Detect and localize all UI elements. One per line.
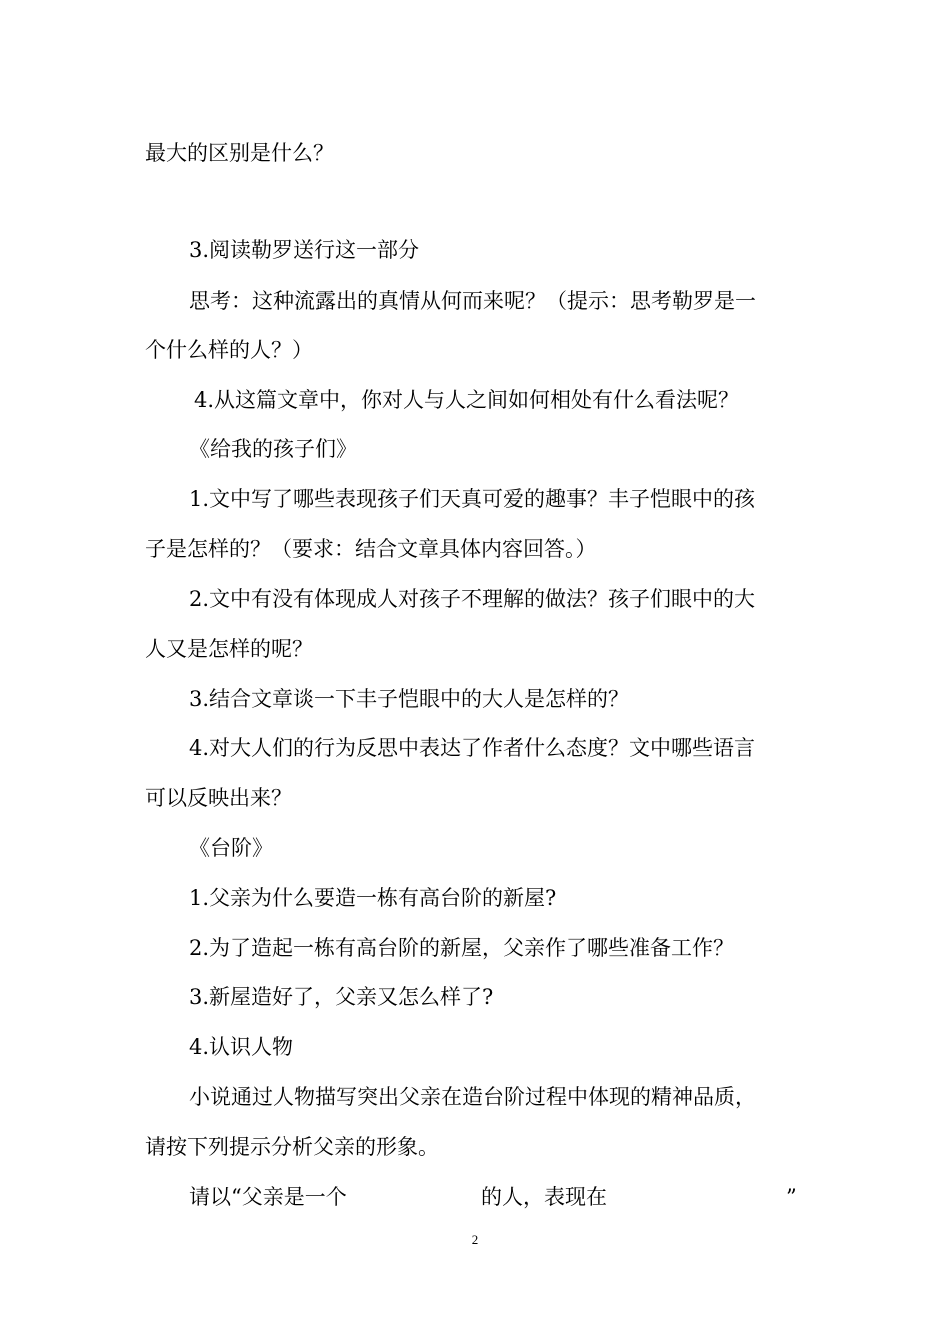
text-line: 可以反映出来？ xyxy=(145,786,292,810)
question-line: 4.认识人物 xyxy=(189,1035,294,1059)
question-line: 3.结合文章谈一下丰子恺眼中的大人是怎样的？ xyxy=(189,687,630,711)
question-line: 4.对大人们的行为反思中表达了作者什么态度？文中哪些语言 xyxy=(189,736,756,760)
text-line: 人又是怎样的呢？ xyxy=(145,637,313,661)
question-line: 4.从这篇文章中，你对人与人之间如何相处有什么看法呢？ xyxy=(194,388,740,412)
text-line: 思考：这种流露出的真情从何而来呢？（提示：思考勒罗是一 xyxy=(189,289,756,313)
text-line: 子是怎样的？（要求：结合文章具体内容回答。） xyxy=(145,537,597,561)
text-line: 最大的区别是什么？ xyxy=(145,141,334,165)
question-line: 1.文中写了哪些表现孩子们天真可爱的趣事？丰子恺眼中的孩 xyxy=(189,487,756,511)
text-line: 个什么样的人？） xyxy=(145,338,313,362)
text-line: 小说通过人物描写突出父亲在造台阶过程中体现的精神品质， xyxy=(189,1085,756,1109)
fill-in-text-part3: ” xyxy=(786,1185,797,1209)
question-line: 3.新屋造好了，父亲又怎么样了? xyxy=(189,985,494,1009)
text-line: 请按下列提示分析父亲的形象。 xyxy=(145,1135,439,1159)
section-title: 《台阶》 xyxy=(189,836,273,860)
fill-in-text-part2: 的人，表现在 xyxy=(481,1185,607,1209)
question-line: 2.为了造起一栋有高台阶的新屋，父亲作了哪些准备工作？ xyxy=(189,936,735,960)
page-number: 2 xyxy=(471,1232,479,1247)
fill-in-text-part1: 请以“父亲是一个 xyxy=(189,1185,347,1209)
question-line: 1.父亲为什么要造一栋有高台阶的新屋? xyxy=(189,886,557,910)
question-line: 2.文中有没有体现成人对孩子不理解的做法？孩子们眼中的大 xyxy=(189,587,756,611)
question-heading: 3.阅读勒罗送行这一部分 xyxy=(189,238,420,262)
section-title: 《给我的孩子们》 xyxy=(189,437,357,461)
